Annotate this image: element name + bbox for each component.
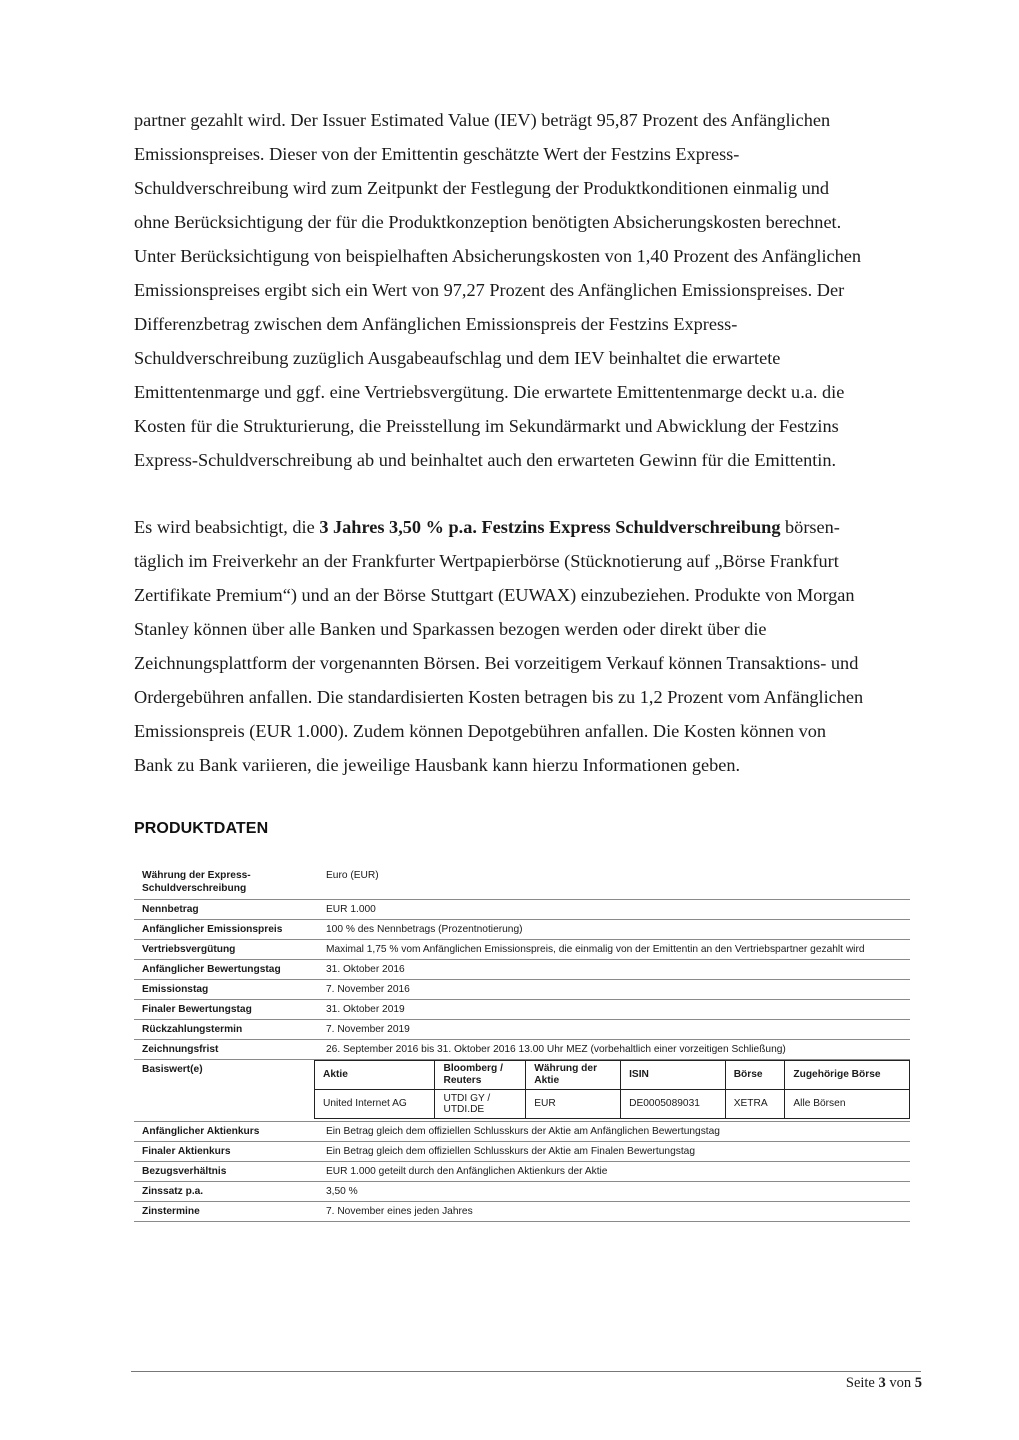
row-label: Anfänglicher Emissionspreis: [134, 920, 314, 940]
table-row: [134, 940, 910, 960]
page-current: 3: [878, 1375, 886, 1391]
table-row-basiswert: [134, 1060, 910, 1122]
row-label: Anfänglicher Aktienkurs: [134, 1122, 314, 1142]
row-value: 31. Oktober 2019: [314, 1000, 910, 1020]
page-total: 5: [914, 1375, 922, 1391]
section-heading: PRODUKTDATEN: [134, 820, 269, 837]
row-label: Rückzahlungstermin: [134, 1020, 314, 1040]
cell-isin: DE0005089031: [621, 1090, 726, 1119]
row-value: 7. November eines jeden Jahres: [314, 1202, 910, 1222]
header-aktie: Aktie: [315, 1061, 435, 1090]
text-line: Emissionspreises ergibt sich ein Wert von 97,27 Prozent des Anfänglichen Emissionspreises. Der: [134, 280, 845, 300]
row-label: Zinssatz p.a.: [134, 1182, 314, 1202]
paragraph-listing: [134, 510, 934, 782]
text-line: Unter Berücksichtigung von beispielhaften Absicherungskosten von 1,40 Prozent des Anfänglichen: [134, 246, 862, 266]
basiswert-header-row: [315, 1061, 910, 1090]
paragraph-iev: [134, 103, 934, 477]
text-line: Stanley können über alle Banken und Sparkassen bezogen werden oder direkt über die: [134, 619, 767, 639]
table-row: [134, 1040, 910, 1060]
row-label: Finaler Bewertungstag: [134, 1000, 314, 1020]
header-zugehoerige-boerse: Zugehörige Börse: [785, 1061, 910, 1090]
table-row: [134, 1000, 910, 1020]
table-row: [134, 960, 910, 980]
text-line: Differenzbetrag zwischen dem Anfänglichen Emissionspreis der Festzins Express-: [134, 314, 738, 334]
table-row: [134, 1122, 910, 1142]
row-label: Finaler Aktienkurs: [134, 1142, 314, 1162]
text-line: Schuldverschreibung wird zum Zeitpunkt der Festlegung der Produktkonditionen einmalig und: [134, 178, 830, 198]
row-label: Basiswert(e): [134, 1060, 314, 1122]
row-label: Bezugsverhältnis: [134, 1162, 314, 1182]
basiswert-table: [314, 1060, 910, 1119]
page-number: Seite 3 von 5: [845, 1375, 922, 1391]
text-line: Express-Schuldverschreibung ab und beinhaltet auch den erwarteten Gewinn für die Emittentin.: [134, 450, 837, 470]
text-line: Emissionspreis (EUR 1.000). Zudem können Depotgebühren anfallen. Die Kosten können von: [134, 721, 827, 741]
table-row: [134, 920, 910, 940]
header-bloomberg: Bloomberg / Reuters: [435, 1061, 526, 1090]
row-value: 7. November 2019: [314, 1020, 910, 1040]
row-label: Vertriebsvergütung: [134, 940, 314, 960]
text-line: Zertifikate Premium“) und an der Börse Stuttgart (EUWAX) einzubeziehen. Produkte von Morgan: [134, 585, 855, 605]
row-value: 100 % des Nennbetrags (Prozentnotierung): [314, 920, 910, 940]
cell-boerse: XETRA: [725, 1090, 785, 1119]
text-line: ohne Berücksichtigung der für die Produktkonzeption benötigten Absicherungskosten berechnet.: [134, 212, 842, 232]
text-line: Emissionspreises. Dieser von der Emittentin geschätzte Wert der Festzins Express-: [134, 144, 740, 164]
basiswert-row: [315, 1090, 910, 1119]
text-line: Kosten für die Strukturierung, die Preisstellung im Sekundärmarkt und Abwicklung der Festzins: [134, 416, 839, 436]
row-value: 7. November 2016: [314, 980, 910, 1000]
text-line: Zeichnungsplattform der vorgenannten Börsen. Bei vorzeitigem Verkauf können Transaktions- und: [134, 653, 859, 673]
row-value: Maximal 1,75 % vom Anfänglichen Emissionspreis, die einmalig von der Emittentin an den Vertriebspartner gezahlt wird: [314, 940, 910, 960]
row-value: 3,50 %: [314, 1182, 910, 1202]
table-row: [134, 980, 910, 1000]
text-line: täglich im Freiverkehr an der Frankfurter Wertpapierbörse (Stücknotierung auf „Börse Frankfurt: [134, 551, 839, 571]
text-line: Emittentenmarge und ggf. eine Vertriebsvergütung. Die erwartete Emittentenmarge deckt u.a. die: [134, 382, 845, 402]
text-line: Bank zu Bank variieren, die jeweilige Hausbank kann hierzu Informationen geben.: [134, 755, 741, 775]
row-value: 26. September 2016 bis 31. Oktober 2016 13.00 Uhr MEZ (vorbehaltlich einer vorzeitigen Schließung): [314, 1040, 910, 1060]
text-line: Schuldverschreibung zuzüglich Ausgabeaufschlag und dem IEV beinhaltet die erwartete: [134, 348, 781, 368]
header-waehrung: Währung der Aktie: [526, 1061, 621, 1090]
text-line: [134, 510, 934, 544]
row-label: Zinstermine: [134, 1202, 314, 1222]
text-line: Ordergebühren anfallen. Die standardisierten Kosten betragen bis zu 1,2 Prozent vom Anfänglichen: [134, 687, 864, 707]
table-row: [134, 1162, 910, 1182]
row-value: Ein Betrag gleich dem offiziellen Schlusskurs der Aktie am Finalen Bewertungstag: [314, 1142, 910, 1162]
row-value: Ein Betrag gleich dem offiziellen Schlusskurs der Aktie am Anfänglichen Bewertungstag: [314, 1122, 910, 1142]
row-value: EUR 1.000 geteilt durch den Anfänglichen Aktienkurs der Aktie: [314, 1162, 910, 1182]
text-intro: Es wird beabsichtigt, die: [134, 517, 320, 537]
row-label: Zeichnungsfrist: [134, 1040, 314, 1060]
table-row: [134, 1020, 910, 1040]
table-row: [134, 900, 910, 920]
table-row: [134, 862, 910, 900]
cell-aktie: United Internet AG: [315, 1090, 435, 1119]
row-label: Anfänglicher Bewertungstag: [134, 960, 314, 980]
product-name-bold: 3 Jahres 3,50 % p.a. Festzins Express Schuldverschreibung: [319, 517, 781, 537]
row-value: Euro (EUR): [314, 862, 910, 900]
header-isin: ISIN: [621, 1061, 726, 1090]
cell-bloomberg: UTDI GY / UTDI.DE: [435, 1090, 526, 1119]
row-value: EUR 1.000: [314, 900, 910, 920]
row-value: 31. Oktober 2016: [314, 960, 910, 980]
product-data-table: [134, 862, 910, 1222]
row-label: Nennbetrag: [134, 900, 314, 920]
cell-waehrung: EUR: [526, 1090, 621, 1119]
row-label: Emissionstag: [134, 980, 314, 1000]
table-row: [134, 1202, 910, 1222]
table-row: [134, 1182, 910, 1202]
cell-zugehoerige-boerse: Alle Börsen: [785, 1090, 910, 1119]
table-row: [134, 1142, 910, 1162]
text-line: partner gezahlt wird. Der Issuer Estimated Value (IEV) beträgt 95,87 Prozent des Anfänglichen: [134, 110, 831, 130]
row-value: [314, 1060, 910, 1122]
row-label: Währung der Express- Schuldverschreibung: [134, 862, 314, 900]
header-boerse: Börse: [725, 1061, 785, 1090]
text-rest: börsen-: [780, 517, 840, 537]
footer-divider: [131, 1371, 921, 1372]
